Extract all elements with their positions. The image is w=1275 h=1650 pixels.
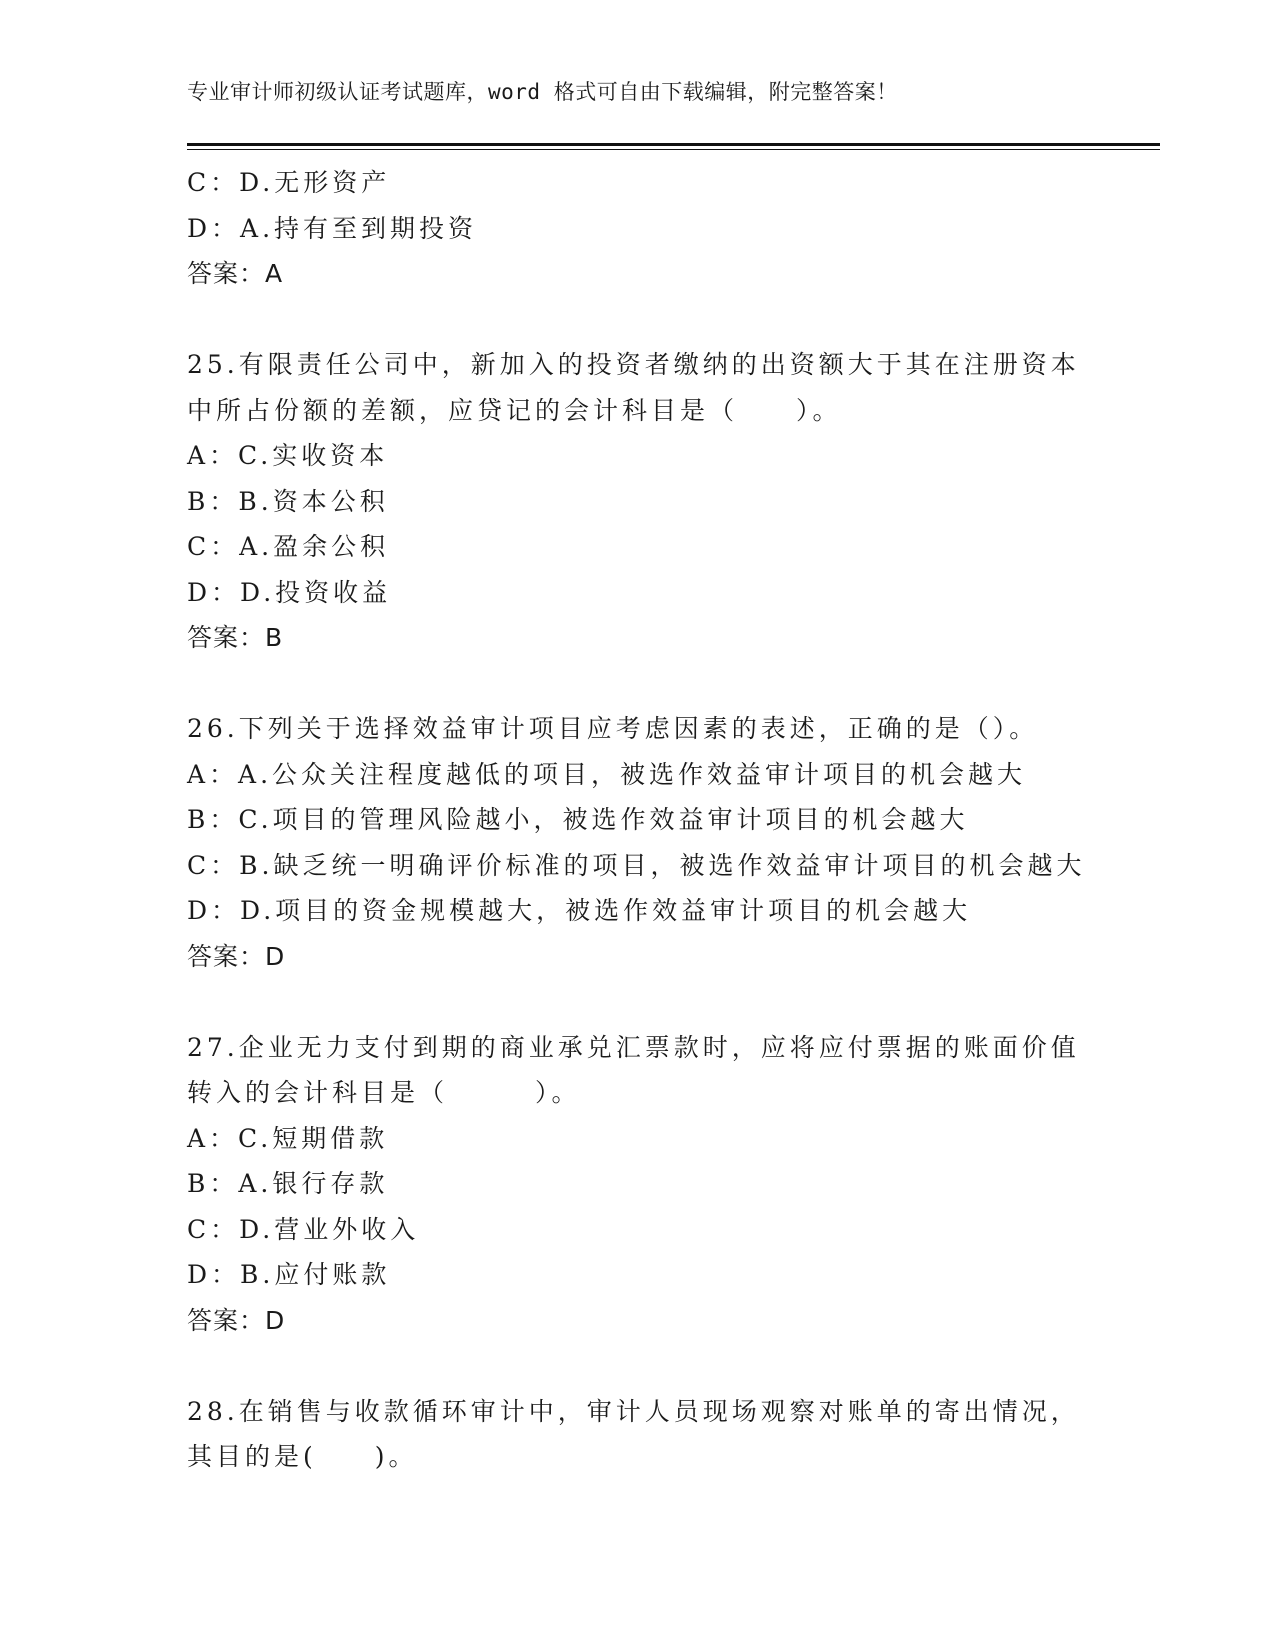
option-line: C：A.盈余公积 xyxy=(187,532,390,561)
option-line: D：D.投资收益 xyxy=(187,577,392,607)
question-list xyxy=(187,297,1087,1480)
question-block xyxy=(187,342,1087,661)
option-line: D：A.持有至到期投资 xyxy=(187,213,478,243)
option-line: A：A.公众关注程度越低的项目，被选作效益审计项目的机会越大 xyxy=(187,759,1027,789)
option-line: C：B.缺乏统一明确评价标准的项目，被选作效益审计项目的机会越大 xyxy=(187,850,1086,880)
option-line: B：B.资本公积 xyxy=(187,486,389,516)
question-block xyxy=(187,706,1087,979)
option-line: C：D.无形资产 xyxy=(187,168,391,197)
question-stem-line: 27.企业无力支付到期的商业承兑汇票款时，应将应付票据的账面价值 xyxy=(187,1032,1080,1062)
option-line: C：D.营业外收入 xyxy=(187,1214,420,1244)
question-stem-line: 转入的会计科目是（ ）。 xyxy=(187,1078,581,1107)
answer-line: 答案：B xyxy=(187,623,284,652)
answer-line: 答案：D xyxy=(187,1305,286,1335)
header-rule-thin xyxy=(187,149,1160,150)
document-body xyxy=(187,160,1087,1480)
question-gap xyxy=(187,979,1087,1025)
question-stem-line: 26.下列关于选择效益审计项目应考虑因素的表述，正确的是（）。 xyxy=(187,714,1039,743)
option-line: A：C.短期借款 xyxy=(187,1123,389,1153)
header-rule-thick xyxy=(187,143,1160,146)
question-gap xyxy=(187,297,1087,343)
question-stem-line: 其目的是( )。 xyxy=(187,1442,418,1471)
option-line: D：D.项目的资金规模越大，被选作效益审计项目的机会越大 xyxy=(187,896,972,925)
page-header: 专业审计师初级认证考试题库，word 格式可自由下载编辑，附完整答案！ xyxy=(187,80,898,104)
question-stem-line: 中所占份额的差额，应贷记的会计科目是（ ）。 xyxy=(187,395,842,425)
question-gap xyxy=(187,661,1087,707)
option-line: D：B.应付账款 xyxy=(187,1260,391,1289)
answer-line: 答案：A xyxy=(187,259,284,288)
question-block xyxy=(187,1025,1087,1344)
question-stem-line: 28.在销售与收款循环审计中，审计人员现场观察对账单的寄出情况， xyxy=(187,1396,1080,1426)
answer-line: 答案：D xyxy=(187,941,286,971)
question-stem-line: 25.有限责任公司中，新加入的投资者缴纳的出资额大于其在注册资本 xyxy=(187,350,1080,379)
option-line: A：C.实收资本 xyxy=(187,441,389,470)
option-line: B：C.项目的管理风险越小，被选作效益审计项目的机会越大 xyxy=(187,805,969,834)
question-block xyxy=(187,1389,1087,1480)
prev-question-tail xyxy=(187,160,1087,297)
question-gap xyxy=(187,1343,1087,1389)
option-line: B：A.银行存款 xyxy=(187,1169,389,1198)
